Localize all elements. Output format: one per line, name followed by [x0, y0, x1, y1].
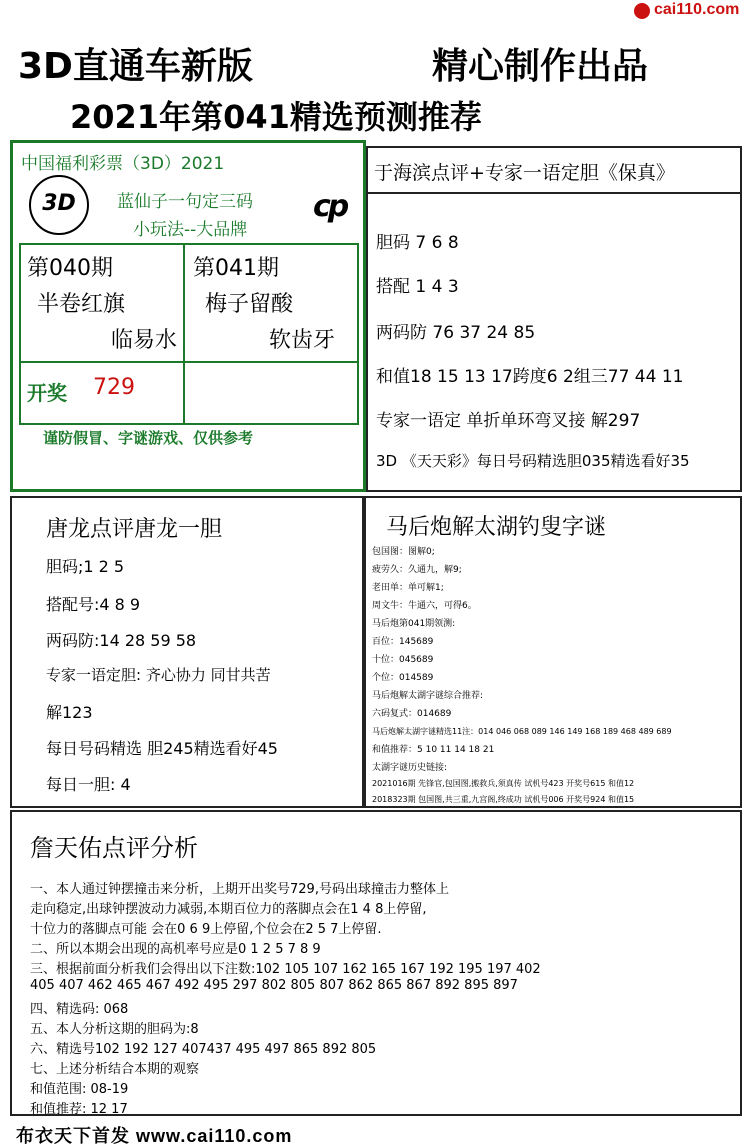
mahoupao-line: 个位：014589	[372, 673, 434, 683]
mahoupao-line: 2021016期 先锋官,包国图,搬救兵,须真传 试机号423 开奖号615 和值12	[372, 779, 635, 788]
footer-text[interactable]: 布衣天下首发 www.cai110.com	[16, 1126, 293, 1146]
yuhaibin-line: 3D 《天天彩》每日号码精选胆035精选看好35	[376, 452, 690, 470]
site-badge	[630, 0, 750, 22]
ticket-panel	[10, 140, 366, 492]
yuhaibin-title: 于海滨点评+专家一语定胆《保真》	[374, 162, 675, 184]
mahoupao-line: 马后炮解太湖字谜精选11注：014 046 068 089 146 149 168 189 468 489 689	[372, 727, 672, 736]
header-title-right: 精心制作出品	[432, 46, 649, 87]
site-logo-icon	[634, 3, 650, 19]
mahoupao-line: 周文牛：牛通六，可得6。	[372, 601, 477, 611]
mahoupao-line: 十位：045689	[372, 655, 434, 665]
header-title-left: 3D直通车新版	[18, 46, 253, 87]
zhantianyou-line: 和值推荐: 12 17	[30, 1102, 128, 1117]
mahoupao-line: 百位：145689	[372, 637, 434, 647]
ticket-3d-logo-text: 3D	[42, 191, 76, 216]
curr-issue: 第041期	[193, 256, 279, 281]
yuhaibin-line: 胆码 7 6 8	[376, 233, 459, 253]
mahoupao-line: 和值推荐：5 10 11 14 18 21	[372, 745, 495, 755]
curr-riddle-1: 梅子留酸	[205, 292, 294, 317]
mahoupao-line: 老田单：单可解1;	[372, 583, 444, 593]
draw-label: 开奖	[27, 381, 67, 405]
zhantianyou-line: 405 407 462 465 467 492 495 297 802 805 807 862 865 867 892 895 897	[30, 978, 518, 993]
mahoupao-line: 马后炮第041期领测:	[372, 619, 456, 629]
prev-riddle-1: 半卷红旗	[37, 292, 126, 317]
ticket-grid	[19, 243, 359, 425]
prev-issue: 第040期	[27, 256, 113, 281]
tanglong-line: 胆码;1 2 5	[46, 557, 125, 576]
tanglong-panel	[10, 496, 364, 808]
mahoupao-line: 包国图：图解0;	[372, 547, 435, 557]
zhantianyou-line: 一、本人通过钟摆撞击来分析，上期开出奖号729,号码出球撞击力整体上	[30, 882, 449, 897]
zhantianyou-line: 走向稳定,出球钟摆波动力减弱,本期百位力的落脚点会在1 4 8上停留,	[30, 902, 427, 917]
draw-value: 729	[93, 375, 135, 400]
prev-riddle-2: 临易水	[111, 328, 178, 353]
mahoupao-line: 六码复式：014689	[372, 709, 452, 719]
tanglong-line: 每日一胆: 4	[46, 775, 131, 794]
mahoupao-line: 太湖字谜历史链接:	[372, 763, 448, 773]
site-name[interactable]: cai110.com	[654, 1, 740, 18]
zhantianyou-line: 四、精选码: 068	[30, 1002, 129, 1017]
tanglong-title: 唐龙点评唐龙一胆	[46, 517, 223, 542]
curr-riddle-2: 软齿牙	[269, 328, 336, 353]
yuhaibin-line: 搭配 1 4 3	[376, 277, 459, 297]
tanglong-line: 两码防:14 28 59 58	[46, 631, 197, 650]
zhantianyou-title: 詹天佑点评分析	[30, 834, 198, 862]
tanglong-line: 搭配号:4 8 9	[46, 595, 141, 614]
zhantianyou-panel	[10, 810, 742, 1116]
ticket-slogan-2: 小玩法--大品牌	[133, 220, 248, 240]
header-subtitle: 2021年第041精选预测推荐	[70, 98, 482, 136]
yuhaibin-line: 和值18 15 13 17跨度6 2组三77 44 11	[376, 367, 684, 387]
ticket-slogan-1: 蓝仙子一句定三码	[117, 192, 253, 212]
yuhaibin-line: 两码防 76 37 24 85	[376, 323, 536, 343]
ticket-org: 中国福利彩票（3D）2021	[21, 154, 225, 174]
ticket-3d-logo	[29, 175, 89, 235]
yuhaibin-line: 专家一语定 单折单环弯叉接 解297	[376, 411, 641, 431]
tanglong-line: 每日号码精选 胆245精选看好45	[46, 739, 278, 758]
zhantianyou-line: 三、根据前面分析我们会得出以下注数:102 105 107 162 165 167 192 195 197 402	[30, 962, 541, 977]
zhantianyou-line: 七、上述分析结合本期的观察	[30, 1062, 200, 1077]
cp-logo-text: cp	[313, 189, 347, 224]
mahoupao-line: 马后炮解太湖字谜综合推荐:	[372, 691, 484, 701]
ticket-footer: 谨防假冒、字谜游戏、仅供参考	[43, 429, 254, 447]
mahoupao-panel	[364, 496, 742, 808]
zhantianyou-line: 二、所以本期会出现的高机率号应是0 1 2 5 7 8 9	[30, 942, 321, 957]
tanglong-line: 解123	[46, 703, 93, 722]
mahoupao-line: 2018323期 包国图,共三重,九宫阁,终成功 试机号006 开奖号924 和值15	[372, 795, 635, 804]
zhantianyou-line: 五、本人分析这期的胆码为:8	[30, 1022, 199, 1037]
yuhaibin-panel	[366, 146, 742, 492]
cp-logo	[313, 189, 355, 223]
tanglong-line: 专家一语定胆: 齐心协力 同甘共苦	[46, 666, 271, 684]
footer-bar	[0, 1120, 750, 1144]
zhantianyou-line: 和值范围: 08-19	[30, 1082, 129, 1097]
zhantianyou-line: 六、精选号102 192 127 407437 495 497 865 892 805	[30, 1042, 377, 1057]
mahoupao-title: 马后炮解太湖钓叟字谜	[386, 515, 607, 540]
zhantianyou-line: 十位力的落脚点可能 会在0 6 9上停留,个位会在2 5 7上停留.	[30, 922, 382, 937]
mahoupao-line: 疲劳久：久通九，解9;	[372, 565, 462, 575]
